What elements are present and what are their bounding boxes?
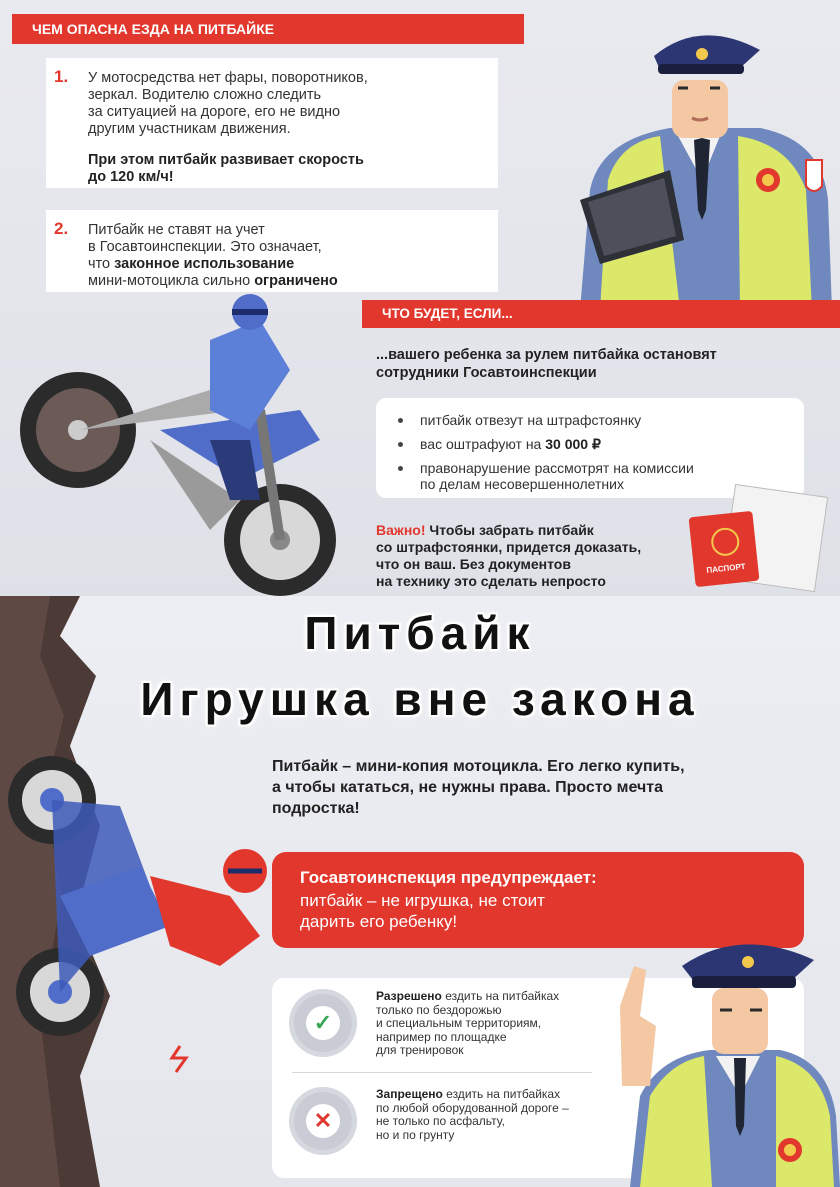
intro-line: подростка! xyxy=(272,800,360,817)
point-2-text-part: что xyxy=(88,256,115,272)
forbidden-line: но и по грунту xyxy=(376,1127,455,1142)
point-2-bold-part: законное использование xyxy=(114,256,295,272)
consequences-list xyxy=(392,412,694,500)
main-subtitle: Игрушка вне закона xyxy=(140,673,700,725)
point-2-text-part: мини-мотоцикла сильно xyxy=(88,273,255,289)
warning-title: Госавтоинспекция предупреждает: xyxy=(300,868,597,887)
point-2-card xyxy=(46,210,498,292)
consequence-item: питбайк отвезут на штрафстоянку xyxy=(392,412,694,428)
consequence-text: по делам несовершеннолетних xyxy=(420,476,624,492)
point-1-line: за ситуацией на дороге, его не видно xyxy=(88,104,341,120)
allowed-text xyxy=(376,990,559,1058)
pitbike-climb-illustration xyxy=(0,746,280,1076)
forbidden-part: ездить на питбайках xyxy=(442,1087,561,1101)
important-line xyxy=(376,522,641,539)
point-1-text xyxy=(88,70,368,186)
consequence-item xyxy=(392,460,694,492)
allowed-line: только по бездорожью xyxy=(376,1002,502,1017)
point-2-line xyxy=(88,273,338,290)
point-1-line: другим участникам движения. xyxy=(88,121,291,137)
fine-amount: 30 000 ₽ xyxy=(545,436,601,452)
important-line: со штрафстоянки, придется доказать, xyxy=(376,539,642,555)
point-2-text xyxy=(88,222,338,290)
intro-line: Питбайк – мини-копия мотоцикла. Его легко купить, xyxy=(272,758,685,775)
point-2-line xyxy=(88,256,338,273)
stopped-text xyxy=(376,346,717,382)
forbidden-line: не только по асфальту, xyxy=(376,1114,505,1128)
passport-icon xyxy=(689,511,760,587)
point-1-number: 1. xyxy=(54,67,69,86)
forbidden-text xyxy=(376,1088,569,1142)
warning-line: питбайк – не игрушка, не стоит xyxy=(300,891,545,910)
officer-pointing-illustration xyxy=(600,926,840,1187)
intro-line: а чтобы кататься, не нужны права. Просто мечта xyxy=(272,779,664,796)
check-icon: ✓ xyxy=(306,1006,340,1040)
consequences-header: ЧТО БУДЕТ, ЕСЛИ... xyxy=(362,300,840,328)
cross-icon: ✕ xyxy=(306,1104,340,1138)
allowed-part: ездить на питбайках xyxy=(441,989,560,1003)
allowed-line: например по площадке xyxy=(376,1029,507,1044)
rules-divider xyxy=(292,1072,592,1073)
point-1-card xyxy=(46,58,498,188)
allowed-line: и специальным территориям, xyxy=(376,1016,542,1030)
stopped-line: сотрудники Госавтоинспекции xyxy=(376,365,597,381)
main-title: Питбайк xyxy=(304,607,536,659)
forbidden-line: по любой оборудованной дороге – xyxy=(376,1100,569,1115)
important-label: Важно! xyxy=(376,522,426,538)
consequence-item xyxy=(392,436,694,452)
point-2-line: Питбайк не ставят на учет xyxy=(88,222,265,238)
allowed-line: для тренировок xyxy=(376,1043,464,1057)
emblem-icon xyxy=(710,526,741,557)
officer-illustration xyxy=(560,10,840,310)
point-2-line: в Госавтоинспекции. Это означает, xyxy=(88,239,322,255)
point-1-line: зеркал. Водителю сложно следить xyxy=(88,87,322,103)
important-line: что он ваш. Без документов xyxy=(376,556,571,572)
bottom-panel xyxy=(0,596,840,1187)
important-text: Чтобы забрать питбайк xyxy=(425,522,594,538)
allowed-line xyxy=(376,990,559,1004)
forbidden-line xyxy=(376,1088,569,1102)
point-1-line: У мотосредства нет фары, поворотников, xyxy=(88,70,368,86)
forbidden-label: Запрещено xyxy=(376,1087,443,1101)
point-1-speed-line: до 120 км/ч! xyxy=(88,169,174,185)
passport-label: ПАСПОРТ xyxy=(706,561,746,575)
point-1-speed-line: При этом питбайк развивает скорость xyxy=(88,152,364,168)
pitbike-illustration xyxy=(10,290,360,596)
important-note xyxy=(376,522,641,590)
point-2-number: 2. xyxy=(54,219,69,238)
consequence-text: вас оштрафуют на xyxy=(420,436,546,452)
stopped-line: ...вашего ребенка за рулем питбайка остановят xyxy=(376,347,717,363)
consequences-card xyxy=(376,398,804,498)
intro-text xyxy=(272,756,685,819)
allowed-label: Разрешено xyxy=(376,989,442,1003)
gear-icon xyxy=(294,1092,352,1150)
consequence-text: правонарушение рассмотрят на комиссии xyxy=(420,460,694,476)
warning-line: дарить его ребенку! xyxy=(300,912,458,931)
gear-icon xyxy=(294,994,352,1052)
point-2-bold-part: ограничено xyxy=(254,273,338,289)
warning-text xyxy=(300,890,545,932)
danger-header: ЧЕМ ОПАСНА ЕЗДА НА ПИТБАЙКЕ xyxy=(12,14,524,44)
important-line: на технику это сделать непросто xyxy=(376,573,606,589)
